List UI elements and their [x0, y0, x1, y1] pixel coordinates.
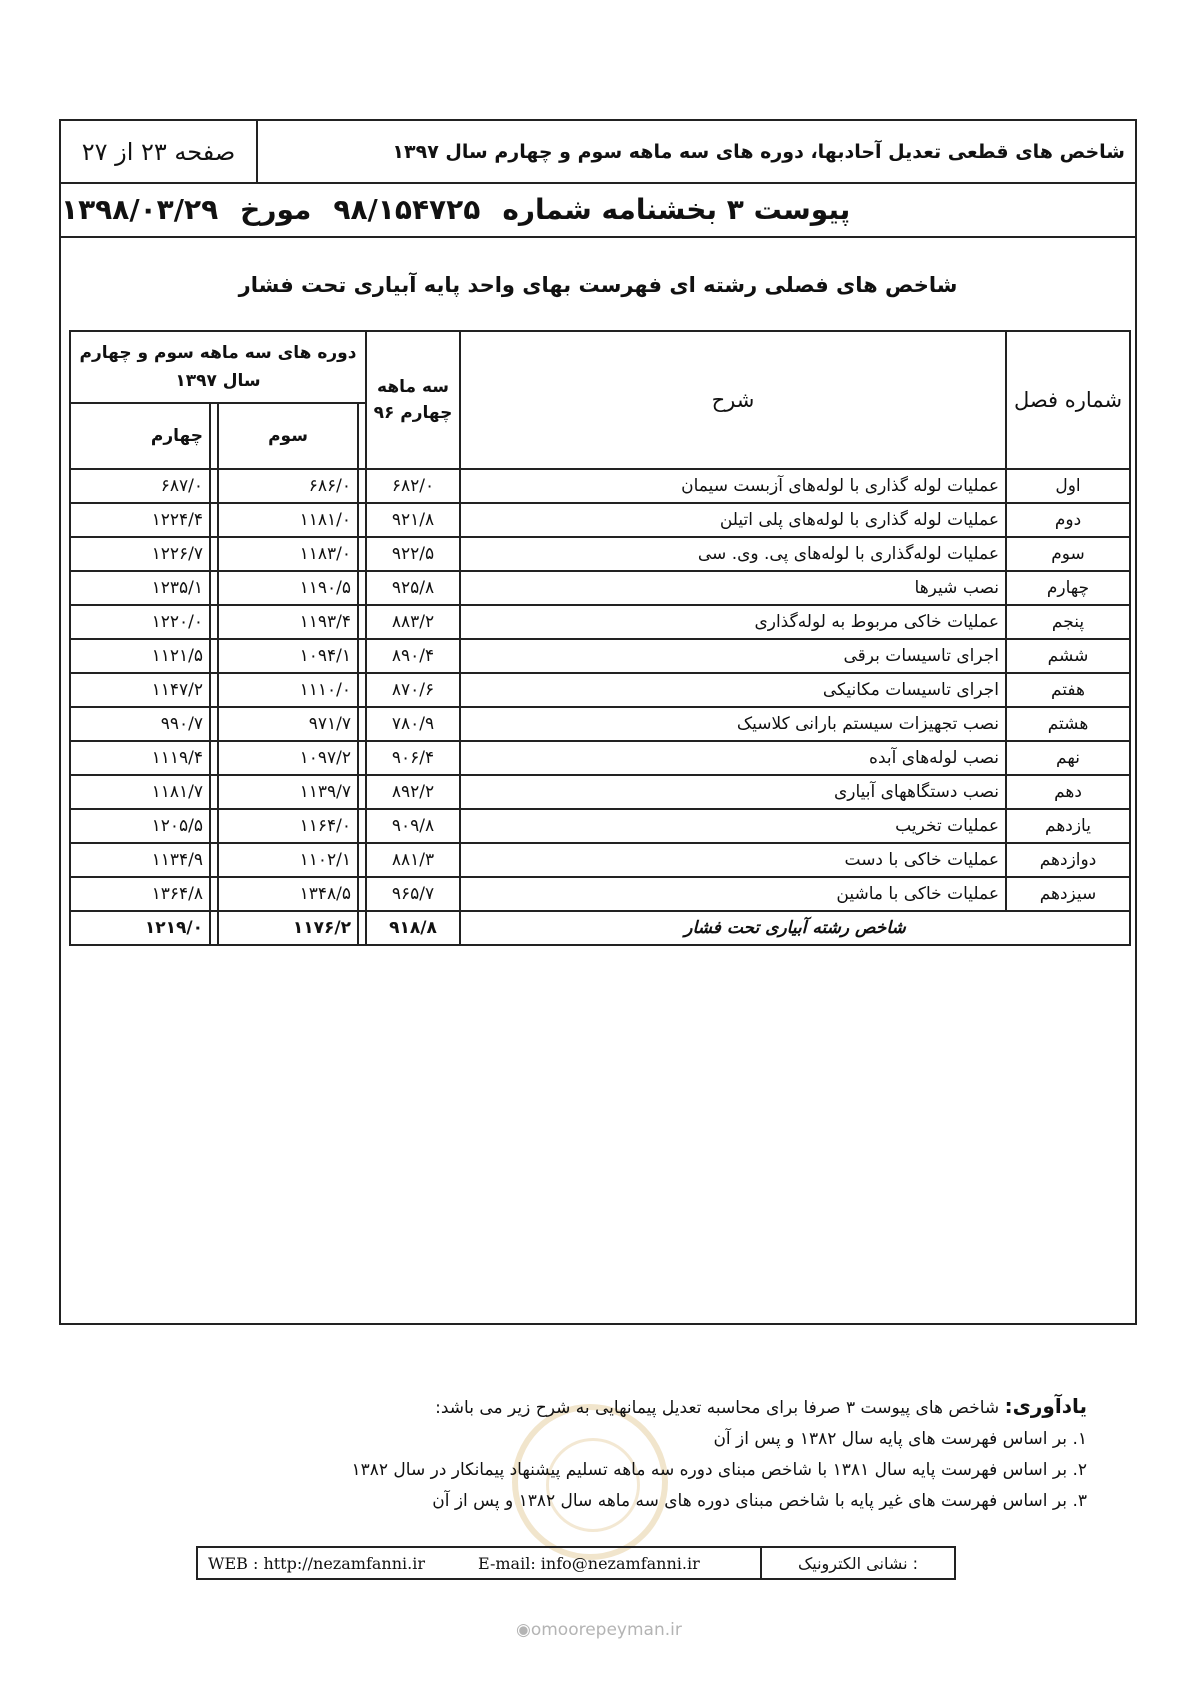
- table-row: [70, 707, 1130, 741]
- chapter-cell: سیزدهم: [1006, 877, 1130, 911]
- fourth-quarter-cell: ۱۳۶۴/۸: [70, 877, 210, 911]
- table-subtitle: شاخص های فصلی رشته ای فهرست بهای واحد پایه آبیاری تحت فشار: [238, 273, 958, 297]
- third-quarter-cell: ۱۱۸۳/۰: [218, 537, 358, 571]
- watermark-site: ◉omoorepeyman.ir: [516, 1620, 682, 1640]
- third-quarter-cell: ۱۱۹۰/۵: [218, 571, 358, 605]
- description-cell: عملیات خاکی با ماشین: [460, 877, 1006, 911]
- description-cell: نصب تجهیزات سیستم بارانی کلاسیک: [460, 707, 1006, 741]
- gap-cell: [358, 503, 366, 537]
- description-cell: عملیات تخریب: [460, 809, 1006, 843]
- third-quarter-cell: ۱۱۶۴/۰: [218, 809, 358, 843]
- fourth-quarter-cell: ۱۲۲۰/۰: [70, 605, 210, 639]
- chapter-cell: سوم: [1006, 537, 1130, 571]
- gap-cell: [358, 741, 366, 775]
- gap-cell: [358, 469, 366, 503]
- gap-cell: [210, 673, 218, 707]
- document-title: شاخص های قطعی تعدیل آحادبها، دوره های سه ماهه سوم و چهارم سال ۱۳۹۷: [392, 140, 1125, 163]
- third-quarter-cell: ۱۰۹۷/۲: [218, 741, 358, 775]
- table-row: [70, 843, 1130, 877]
- attachment-line: [61, 182, 1135, 238]
- third-quarter-cell: ۱۱۹۳/۴: [218, 605, 358, 639]
- gap-cell: [210, 503, 218, 537]
- quarter4-96-cell: ۸۷۰/۶: [366, 673, 460, 707]
- third-quarter-cell: ۱۱۰۲/۱: [218, 843, 358, 877]
- quarter4-96-cell: ۹۲۲/۵: [366, 537, 460, 571]
- gap-cell: [210, 537, 218, 571]
- quarter4-96-cell: ۹۰۶/۴: [366, 741, 460, 775]
- quarter4-96-cell: ۹۰۹/۸: [366, 809, 460, 843]
- note-item: ۳. بر اساس فهرست های غیر پایه با شاخص مبنای دوره های سه ماهه سال ۱۳۸۲ و پس از آن: [432, 1491, 1087, 1511]
- table-row: [70, 571, 1130, 605]
- header-quarter4-96-line2: چهارم ۹۶: [373, 403, 453, 423]
- chapter-cell: دهم: [1006, 775, 1130, 809]
- table-row: [70, 503, 1130, 537]
- chapter-cell: چهارم: [1006, 571, 1130, 605]
- gap-cell: [358, 537, 366, 571]
- attachment-text: پیوست ۳ بخشنامه شماره: [502, 192, 851, 226]
- header-group-1397: [70, 331, 366, 403]
- gap-cell: [358, 877, 366, 911]
- header-fourth: چهارم: [70, 403, 210, 469]
- description-cell: عملیات خاکی با دست: [460, 843, 1006, 877]
- watermark-site-text: omoorepeyman.ir: [530, 1620, 682, 1640]
- third-quarter-cell: ۱۱۱۰/۰: [218, 673, 358, 707]
- gap-cell: [358, 843, 366, 877]
- chapter-cell: هفتم: [1006, 673, 1130, 707]
- third-quarter-cell: ۱۱۳۹/۷: [218, 775, 358, 809]
- table-row: [70, 775, 1130, 809]
- quarter4-96-cell: ۹۲۵/۸: [366, 571, 460, 605]
- table-row: [70, 809, 1130, 843]
- fourth-quarter-cell: ۱۲۲۴/۴: [70, 503, 210, 537]
- quarter4-96-cell: ۷۸۰/۹: [366, 707, 460, 741]
- quarter4-96-cell: ۹۲۱/۸: [366, 503, 460, 537]
- description-cell: نصب شیرها: [460, 571, 1006, 605]
- third-quarter-cell: ۱۱۸۱/۰: [218, 503, 358, 537]
- header-group-line1: دوره های سه ماهه سوم و چهارم: [79, 343, 357, 363]
- footer-web[interactable]: WEB : http://nezamfanni.ir: [208, 1554, 425, 1573]
- footer-label: نشانی الکترونیک :: [760, 1548, 954, 1578]
- table-row: [70, 537, 1130, 571]
- dated-word: مورخ: [240, 192, 312, 226]
- gap-cell: [210, 775, 218, 809]
- third-quarter-cell: ۹۷۱/۷: [218, 707, 358, 741]
- notes-intro: شاخص های پیوست ۳ صرفا برای محاسبه تعدیل پیمانهایی به شرح زیر می باشد:: [435, 1398, 1000, 1418]
- table-row: [70, 741, 1130, 775]
- chapter-cell: اول: [1006, 469, 1130, 503]
- description-cell: نصب لوله‌های آبده: [460, 741, 1006, 775]
- gap-cell: [358, 775, 366, 809]
- third-quarter-cell: ۱۳۴۸/۵: [218, 877, 358, 911]
- header-row: [61, 121, 1135, 184]
- description-cell: عملیات لوله گذاری با لوله‌های آزبست سیمان: [460, 469, 1006, 503]
- table-row: [70, 469, 1130, 503]
- description-cell: عملیات لوله‌گذاری با لوله‌های پی. وی. سی: [460, 537, 1006, 571]
- header-third: سوم: [218, 403, 358, 469]
- description-cell: اجرای تاسیسات مکانیکی: [460, 673, 1006, 707]
- chapter-cell: دوازدهم: [1006, 843, 1130, 877]
- fourth-quarter-cell: ۱۱۱۹/۴: [70, 741, 210, 775]
- gap-cell: [358, 809, 366, 843]
- gap-cell: [358, 571, 366, 605]
- fourth-quarter-cell: ۹۹۰/۷: [70, 707, 210, 741]
- table-row: [70, 605, 1130, 639]
- gap-cell: [358, 707, 366, 741]
- description-cell: عملیات لوله گذاری با لوله‌های پلی اتیلن: [460, 503, 1006, 537]
- chapter-cell: پنجم: [1006, 605, 1130, 639]
- table-row: [70, 877, 1130, 911]
- table-row: [70, 639, 1130, 673]
- gap-cell: [210, 843, 218, 877]
- gap-cell: [210, 571, 218, 605]
- total-label-cell: شاخص رشته آبیاری تحت فشار: [460, 911, 1130, 945]
- fourth-quarter-cell: ۶۸۷/۰: [70, 469, 210, 503]
- gap-cell: [358, 911, 366, 945]
- circular-date: ۱۳۹۸/۰۳/۲۹: [61, 192, 219, 226]
- footer-box: [196, 1546, 956, 1580]
- quarter4-96-cell: ۶۸۲/۰: [366, 469, 460, 503]
- chapter-cell: دوم: [1006, 503, 1130, 537]
- note-item: ۱. بر اساس فهرست های پایه سال ۱۳۸۲ و پس از آن: [713, 1429, 1087, 1449]
- chapter-cell: ششم: [1006, 639, 1130, 673]
- table-body: [70, 469, 1130, 945]
- fourth-quarter-cell: ۱۱۸۱/۷: [70, 775, 210, 809]
- chapter-cell: یازدهم: [1006, 809, 1130, 843]
- table-row: [70, 673, 1130, 707]
- fourth-quarter-cell: ۱۲۲۶/۷: [70, 537, 210, 571]
- header-group-line2: سال ۱۳۹۷: [175, 371, 261, 391]
- header-quarter4-96: [366, 331, 460, 469]
- description-cell: اجرای تاسیسات برقی: [460, 639, 1006, 673]
- index-table: [69, 330, 1131, 946]
- total-row: [70, 911, 1130, 945]
- gap-cell: [358, 403, 366, 469]
- header-chapter: شماره فصل: [1006, 331, 1130, 469]
- fourth-quarter-cell: ۱۲۰۵/۵: [70, 809, 210, 843]
- header-description: شرح: [460, 331, 1006, 469]
- chapter-cell: نهم: [1006, 741, 1130, 775]
- gap-cell: [358, 605, 366, 639]
- third-quarter-cell: ۶۸۶/۰: [218, 469, 358, 503]
- gap-cell: [358, 673, 366, 707]
- gap-cell: [210, 911, 218, 945]
- circular-number: ۹۸/۱۵۴۷۲۵: [333, 192, 481, 226]
- fourth-quarter-cell: ۱۲۳۵/۱: [70, 571, 210, 605]
- gap-cell: [210, 741, 218, 775]
- quarter4-96-cell: ۸۹۲/۲: [366, 775, 460, 809]
- fourth-quarter-cell: ۱۱۳۴/۹: [70, 843, 210, 877]
- description-cell: عملیات خاکی مربوط به لوله‌گذاری: [460, 605, 1006, 639]
- gap-cell: [210, 605, 218, 639]
- gap-cell: [358, 639, 366, 673]
- description-cell: نصب دستگاههای آبیاری: [460, 775, 1006, 809]
- header-quarter4-96-line1: سه ماهه: [377, 377, 449, 397]
- document-frame: [59, 119, 1137, 1325]
- gap-cell: [210, 639, 218, 673]
- notes-heading: یادآوری:: [1004, 1394, 1087, 1418]
- note-item: ۲. بر اساس فهرست پایه سال ۱۳۸۱ با شاخص مبنای دوره سه ماهه تسلیم پیشنهاد پیمانکار در سال ۱۳۸۲: [351, 1460, 1087, 1480]
- quarter4-96-cell: ۸۸۱/۳: [366, 843, 460, 877]
- quarter4-96-cell: ۸۸۳/۲: [366, 605, 460, 639]
- total-third-cell: ۱۱۷۶/۲: [218, 911, 358, 945]
- gap-cell: [210, 403, 218, 469]
- gap-cell: [210, 707, 218, 741]
- quarter4-96-cell: ۹۶۵/۷: [366, 877, 460, 911]
- total-fourth-cell: ۱۲۱۹/۰: [70, 911, 210, 945]
- page-number: صفحه ۲۳ از ۲۷: [61, 121, 258, 182]
- total-quarter4-96-cell: ۹۱۸/۸: [366, 911, 460, 945]
- chapter-cell: هشتم: [1006, 707, 1130, 741]
- third-quarter-cell: ۱۰۹۴/۱: [218, 639, 358, 673]
- fourth-quarter-cell: ۱۱۲۱/۵: [70, 639, 210, 673]
- notes-section: [287, 1391, 1087, 1517]
- footer-email[interactable]: E-mail: info@nezamfanni.ir: [478, 1554, 700, 1573]
- gap-cell: [210, 877, 218, 911]
- fourth-quarter-cell: ۱۱۴۷/۲: [70, 673, 210, 707]
- quarter4-96-cell: ۸۹۰/۴: [366, 639, 460, 673]
- gap-cell: [210, 809, 218, 843]
- gap-cell: [210, 469, 218, 503]
